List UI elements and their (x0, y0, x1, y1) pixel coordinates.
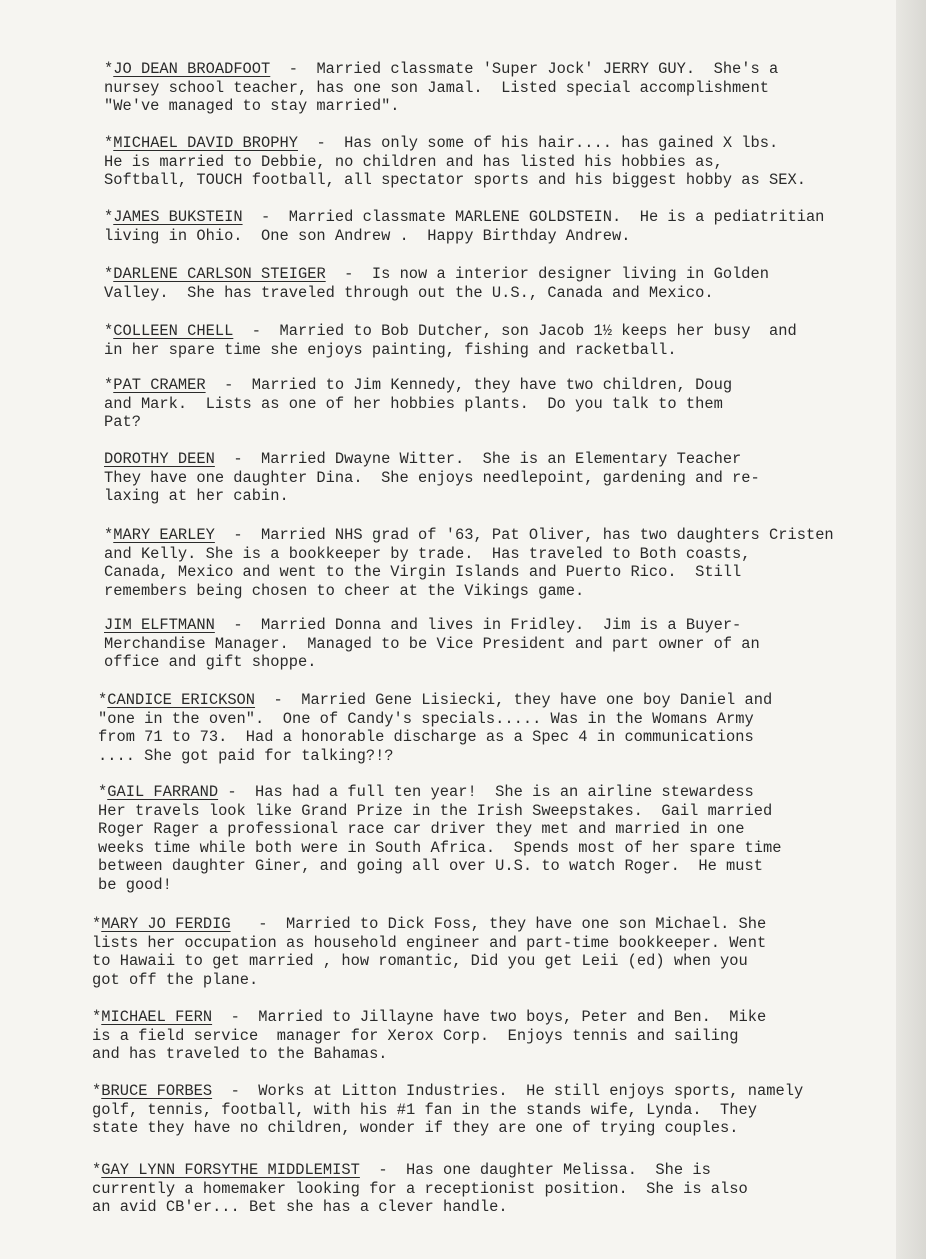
entry-text: Merchandise Manager. Managed to be Vice President and part owner of an office and gift shoppe. (104, 634, 760, 672)
entry-text: He is married to Debbie, no children and has listed his hobbies as, Softball, TOUCH football, all spectator sports and his biggest hobby as SEX. (104, 152, 806, 190)
entry-first-line: - Married classmate MARLENE GOLDSTEIN. He is a pediatritian (242, 208, 825, 226)
entry-text: Her travels look like Grand Prize in the Irish Sweepstakes. Gail married Roger Rager a professional race car driver they met and married in one weeks time while both were in South Africa. Spends most of her spare time between daughter Giner, and going all over U.S. to watch Roger. He must be good! (98, 801, 782, 894)
entry-marker: * (92, 1008, 102, 1026)
entry-text: in her spare time she enjoys painting, fishing and racketball. (104, 340, 677, 359)
entry-dorothy-deen (104, 450, 760, 506)
entry-name: CANDICE ERICKSON (107, 691, 256, 709)
entry-marker: * (92, 1161, 102, 1179)
entry-marker: * (92, 915, 102, 933)
entry-marker: * (104, 322, 114, 340)
entry-text: golf, tennis, football, with his #1 fan in the stands wife, Lynda. They state they have no children, wonder if they are one of trying couples. (92, 1100, 757, 1138)
entry-darlene-carlson-steiger (104, 265, 769, 302)
entry-candice-erickson (98, 691, 772, 765)
entry-name: COLLEEN CHELL (113, 322, 234, 340)
entry-text: currently a homemaker looking for a receptionist position. She is also an avid CB'er... Bet she has a clever handle. (92, 1179, 748, 1217)
entry-michael-david-brophy (104, 134, 806, 190)
entry-first-line: - Married NHS grad of '63, Pat Oliver, has two daughters Cristen (214, 526, 834, 544)
entry-name: GAY LYNN FORSYTHE MIDDLEMIST (101, 1161, 360, 1179)
entry-text: and Mark. Lists as one of her hobbies plants. Do you talk to them Pat? (104, 394, 723, 432)
entry-first-line: - Married Gene Lisiecki, they have one boy Daniel and (255, 691, 773, 709)
entry-text: nursey school teacher, has one son Jamal. Listed special accomplishment "We've managed to stay married". (104, 78, 769, 116)
entry-mary-earley (104, 526, 834, 600)
entry-name: DOROTHY DEEN (104, 450, 215, 468)
entry-first-line: - Works at Litton Industries. He still enjoys sports, namely (212, 1082, 804, 1100)
entry-first-line: - Married classmate 'Super Jock' JERRY GUY. She's a (270, 60, 779, 78)
entry-marker: * (104, 60, 114, 78)
entry-text: living in Ohio. One son Andrew . Happy Birthday Andrew. (104, 226, 631, 245)
entry-marker: * (104, 265, 114, 283)
entry-pat-cramer (104, 376, 732, 432)
entry-bruce-forbes (92, 1082, 803, 1138)
entry-gay-lynn-forsythe-middlemist (92, 1161, 748, 1217)
entry-first-line: - Married Dwayne Witter. She is an Elementary Teacher (214, 450, 742, 468)
entry-jim-elftmann (104, 616, 760, 672)
entry-name: JO DEAN BROADFOOT (113, 60, 271, 78)
entry-first-line: - Married to Bob Dutcher, son Jacob 1½ keeps her busy and (233, 322, 797, 340)
entry-name: GAIL FARRAND (107, 783, 219, 801)
entry-marker: * (104, 208, 114, 226)
entry-name: MARY EARLEY (113, 526, 215, 544)
entry-text: is a field service manager for Xerox Corp. Enjoys tennis and sailing and has traveled to the Bahamas. (92, 1026, 739, 1064)
entry-marker: * (104, 376, 114, 394)
entry-first-line: - Married to Jim Kennedy, they have two children, Doug (205, 376, 733, 394)
entry-james-bukstein (104, 208, 824, 245)
entry-name: PAT CRAMER (113, 376, 206, 394)
entry-marker: * (104, 134, 114, 152)
entry-marker: * (98, 691, 108, 709)
entry-first-line: - Has only some of his hair.... has gained X lbs. (297, 134, 779, 152)
entry-colleen-chell (104, 322, 797, 359)
entry-first-line: - Is now a interior designer living in Golden (325, 265, 770, 283)
entry-first-line: - Married to Dick Foss, they have one son Michael. She (230, 915, 767, 933)
entry-marker: * (104, 526, 114, 544)
entry-name: MICHAEL FERN (101, 1008, 213, 1026)
entry-jo-dean-broadfoot (104, 60, 778, 116)
entry-name: MICHAEL DAVID BROPHY (113, 134, 298, 152)
entry-name: JIM ELFTMANN (104, 616, 215, 634)
entry-first-line: - Has had a full ten year! She is an airline stewardess (218, 783, 754, 801)
entry-name: DARLENE CARLSON STEIGER (113, 265, 326, 283)
entry-marker: * (92, 1082, 102, 1100)
entry-text: lists her occupation as household engineer and part-time bookkeeper. Went to Hawaii to get married , how romantic, Did you get Leii (ed) when you got off the plane. (92, 933, 767, 989)
entry-text: They have one daughter Dina. She enjoys needlepoint, gardening and re- laxing at her cabin. (104, 468, 760, 506)
entry-text: Valley. She has traveled through out the U.S., Canada and Mexico. (104, 283, 714, 302)
entry-text: and Kelly. She is a bookkeeper by trade. Has traveled to Both coasts, Canada, Mexico and went to the Virgin Islands and Puerto Rico. Still remembers being chosen to cheer at the Vikings game. (104, 544, 751, 600)
entry-first-line: - Married to Jillayne have two boys, Peter and Ben. Mike (212, 1008, 767, 1026)
entry-mary-jo-ferdig (92, 915, 766, 989)
entry-marker: * (98, 783, 108, 801)
entry-name: BRUCE FORBES (101, 1082, 213, 1100)
entry-first-line: - Married Donna and lives in Fridley. Jim is a Buyer- (214, 616, 742, 634)
entry-michael-fern (92, 1008, 766, 1064)
entry-text: "one in the oven". One of Candy's specials..... Was in the Womans Army from 71 to 73. Had a honorable discharge as a Spec 4 in communications .... She got paid for talking?!? (98, 709, 754, 765)
entry-name: MARY JO FERDIG (101, 915, 231, 933)
entry-first-line: - Has one daughter Melissa. She is (359, 1161, 711, 1179)
entry-name: JAMES BUKSTEIN (113, 208, 243, 226)
entry-gail-farrand (98, 783, 781, 895)
